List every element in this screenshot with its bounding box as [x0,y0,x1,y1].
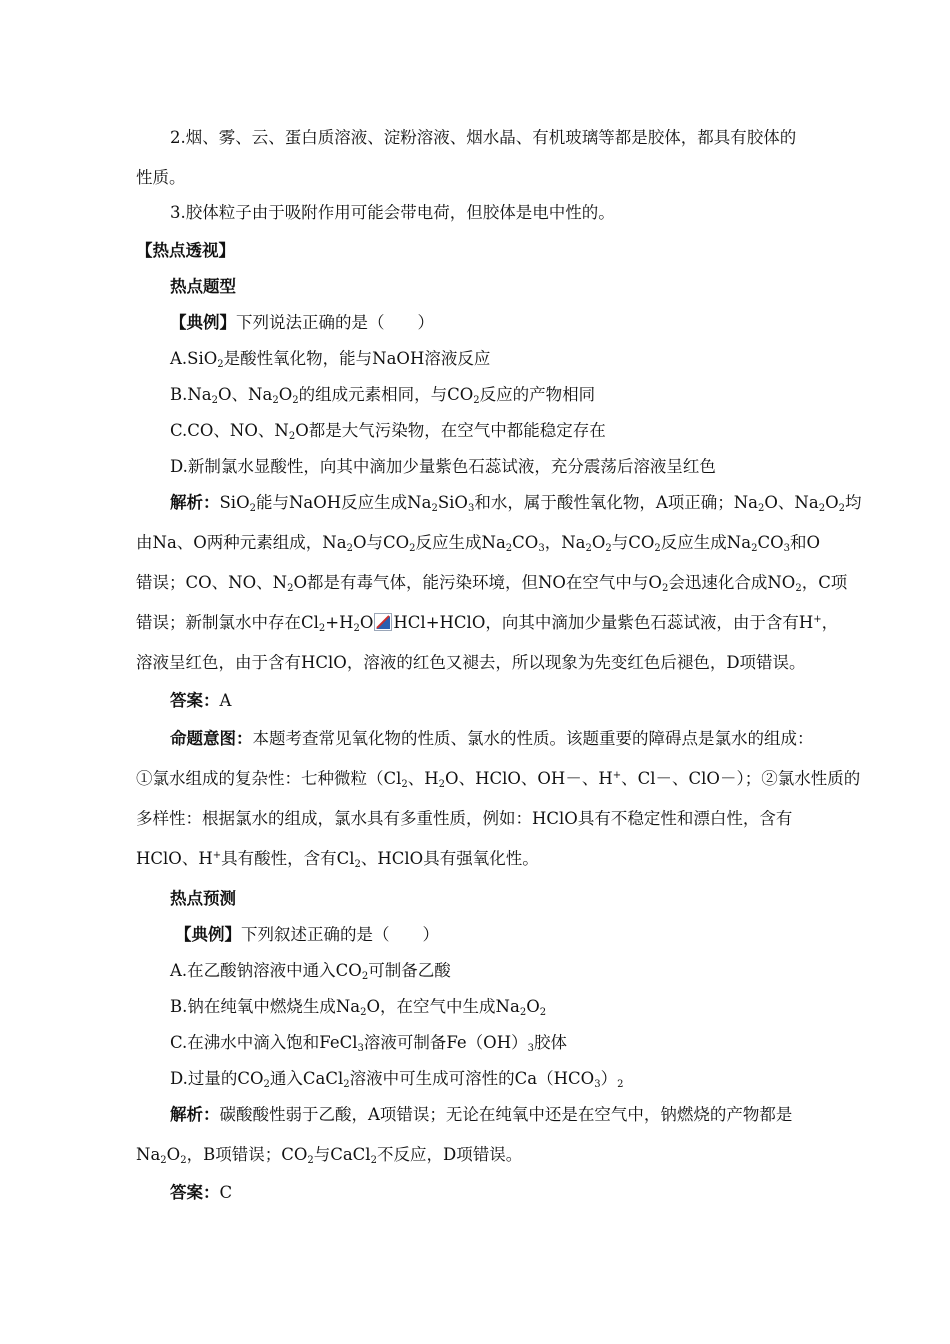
text-run: 反应的产物相同 [479,385,596,404]
subscript: 2 [539,1007,547,1018]
text-run: O [825,493,839,512]
text-run: 、H [581,769,613,788]
text: 热点题型 [170,277,236,296]
example1-option-a [170,348,820,370]
text-run: O、Na [218,385,273,404]
text: 热点预测 [170,889,236,908]
text-run: 与CO [611,533,655,552]
text-run: 错误；新制氯水中存在Cl [136,613,319,632]
text-run: ①氯水组成的复杂性：七种微粒（Cl [136,769,402,788]
subheading-hot-types [170,276,820,298]
subscript: 2 [211,395,219,406]
text-run: 和O [789,533,821,552]
text-run: C.CO、NO、N [170,421,289,440]
example2-option-a [170,960,820,982]
text-run: SiO [219,493,250,512]
subheading-hot-predictions [170,888,820,910]
text-run: － [719,769,737,788]
text-run: SiO [437,493,468,512]
example1-analysis-line2 [136,532,820,554]
text-run: O [591,533,606,552]
text-run: D.新制氯水显酸性，向其中滴加少量紫色石蕊试液，充分震荡后溶液呈红色 [170,457,716,476]
text-run: B.Na [170,385,212,404]
text-run: 本题考查常见氧化物的性质、氯水的性质。该题重要的障碍点是氯水的组成： [252,729,814,748]
subscript: 2 [585,543,592,554]
analysis-label: 解析： [170,493,220,512]
subscript: 2 [605,543,612,554]
subscript: 2 [263,1079,270,1090]
text-run: 溶液可制备Fe（OH） [363,1033,528,1052]
text-run: O [359,613,374,632]
text-run: 与CaCl [313,1145,371,1164]
example1-intent-line2 [136,768,861,790]
paragraph-colloid-examples-cont [136,167,820,189]
subscript: 2 [343,1079,350,1090]
subscript: 2 [617,1079,624,1090]
example1-analysis-line5 [136,652,820,674]
example2-analysis-line2 [136,1144,820,1166]
text-run: ，C项 [801,573,848,592]
subscript: 2 [751,543,758,554]
text-run: CO [512,533,539,552]
subscript: 2 [758,503,765,514]
example2-option-c [170,1032,820,1054]
example2-question [175,924,820,946]
answer-label: 答案： [170,691,220,710]
subscript: 2 [249,503,256,514]
text-run: CO [757,533,784,552]
text-run: 可制备乙酸 [368,961,451,980]
subscript: 2 [360,1007,367,1018]
text-run: 、Cl [621,769,656,788]
superscript: + [813,614,822,625]
superscript: + [612,770,622,781]
text-run: ，B项错误；CO [186,1145,308,1164]
text: 性质。 [136,168,186,187]
text: 3.胶体粒子由于吸附作用可能会带电荷，但胶体是电中性的。 [170,203,615,222]
subscript: 2 [370,1155,377,1166]
subscript: 2 [654,543,661,554]
text-run: 由Na、O两种元素组成，Na [136,533,347,552]
text-run: 的组成元素相同，与CO [298,385,474,404]
text-run: 溶液呈红色，由于含有HClO，溶液的红色又褪去，所以现象为先变红色后褪色，D项错误。 [136,653,806,672]
text-run: 碳酸酸性弱于乙酸，A项错误；无论在纯氧中还是在空气中，钠燃烧的产物都是 [219,1105,793,1124]
subscript: 2 [818,503,826,514]
subscript: 3 [467,503,475,514]
example1-analysis-line1 [170,492,862,514]
subscript: 2 [292,395,299,406]
subscript: 2 [519,1007,527,1018]
subscript: 2 [438,779,446,790]
subscript: 2 [287,583,294,594]
example2-option-d [170,1068,820,1090]
subscript: 2 [661,583,669,594]
text-run: O、Na [764,493,819,512]
subscript: 2 [160,1155,167,1166]
text-run: A.SiO [170,349,218,368]
text-run: 多样性：根据氯水的组成，氯水具有多重性质，例如：HClO具有不稳定性和漂白性，含有 [136,809,793,828]
text-run: Na [136,1145,161,1164]
superscript: + [212,850,222,861]
text-run: 能与NaOH反应生成Na [255,493,432,512]
subscript: 3 [527,1043,534,1054]
answer-value: C [219,1183,233,1202]
subscript: 2 [180,1155,187,1166]
subscript: 3 [538,543,545,554]
example1-intent-line1 [170,728,820,750]
text-run: A.在乙酸钠溶液中通入CO [170,961,362,980]
example-label: 【典例】 [175,925,241,944]
text-run: ）；②氯水性质的 [736,769,861,788]
subscript: 2 [288,431,296,442]
text-run: 、H [407,769,439,788]
text: 2.烟、雾、云、蛋白质溶液、淀粉溶液、烟水晶、有机玻璃等都是胶体，都具有胶体的 [170,128,797,147]
reversible-arrow-icon [374,613,392,631]
subscript: 2 [431,503,438,514]
text-run: － [655,769,672,788]
subscript: 2 [318,623,326,634]
text-run: O [166,1145,181,1164]
example1-analysis-line4 [136,612,839,634]
text-run: D.过量的CO [170,1069,264,1088]
subscript: 2 [272,395,279,406]
example1-option-b [170,384,820,406]
text-run: 胶体 [533,1033,567,1052]
text-run: 反应生成Na [415,533,506,552]
text-run: C.在沸水中滴入饱和FeCl [170,1033,358,1052]
intent-label: 命题意图： [170,729,253,748]
subscript: 2 [361,971,369,982]
example1-analysis-line3 [136,572,848,594]
text-run: 、HClO具有强氧化性。 [360,849,539,868]
text: 【热点透视】 [136,241,235,260]
example1-question [170,312,820,334]
text-run: 具有酸性，含有Cl [221,849,355,868]
subscript: 3 [783,543,790,554]
subscript: 2 [473,395,480,406]
text-run: 错误；CO、NO、N [136,573,288,592]
example2-option-b [170,996,820,1018]
text-run: ，Na [544,533,586,552]
subscript: 2 [795,583,802,594]
subscript: 2 [346,543,353,554]
example2-answer [170,1182,820,1204]
answer-value: A [219,691,232,710]
text-run: 和水，属于酸性氧化物，A项正确；Na [474,493,759,512]
subscript: 2 [307,1155,314,1166]
text-run: 均 [844,493,862,512]
subscript: 2 [409,543,416,554]
text-run: O、HClO、OH [445,769,566,788]
text-run: O与CO [352,533,410,552]
text-run: 、ClO [672,769,720,788]
analysis-label: 解析： [170,1105,220,1124]
subscript: 2 [354,859,361,870]
text-run: 溶液中可生成可溶性的Ca（HCO [349,1069,595,1088]
paragraph-colloid-charge [170,202,820,224]
text: 下列说法正确的是（ ） [236,313,434,332]
section-title [136,240,820,262]
subscript: 2 [353,623,360,634]
text-run: HClO、H [136,849,213,868]
example1-option-c [170,420,820,442]
subscript: 2 [838,503,845,514]
text-run: +H [325,613,354,632]
text-run: － [565,769,582,788]
text-run: 不反应，D项错误。 [376,1145,523,1164]
text-run: O [278,385,293,404]
text-run: 是酸性氧化物，能与NaOH溶液反应 [223,349,491,368]
text-run: O，在空气中生成Na [366,997,520,1016]
subscript: 2 [217,359,224,370]
example1-intent-line4 [136,848,820,870]
text-run: B.钠在纯氧中燃烧生成Na [170,997,361,1016]
text-run: ） [600,1069,618,1088]
text-run: O [526,997,540,1016]
subscript: 3 [357,1043,364,1054]
text-run: O都是大气污染物，在空气中都能稳定存在 [295,421,606,440]
answer-label: 答案： [170,1183,220,1202]
text-run: O都是有毒气体，能污染环境，但NO在空气中与O [293,573,662,592]
example2-analysis-line1 [170,1104,820,1126]
example-label: 【典例】 [170,313,236,332]
subscript: 3 [594,1079,601,1090]
text-run: ， [821,613,839,632]
text-run: HCl+HClO，向其中滴加少量紫色石蕊试液，由于含有H [393,613,814,632]
example1-answer [170,690,820,712]
example1-intent-line3 [136,808,820,830]
text-run: 反应生成Na [660,533,752,552]
subscript: 2 [401,779,408,790]
paragraph-colloid-examples [170,127,820,149]
text: 下列叙述正确的是（ ） [241,925,439,944]
text-run: 会迅速化合成NO [668,573,796,592]
example1-option-d [170,456,820,478]
subscript: 2 [505,543,513,554]
text-run: 通入CaCl [269,1069,344,1088]
